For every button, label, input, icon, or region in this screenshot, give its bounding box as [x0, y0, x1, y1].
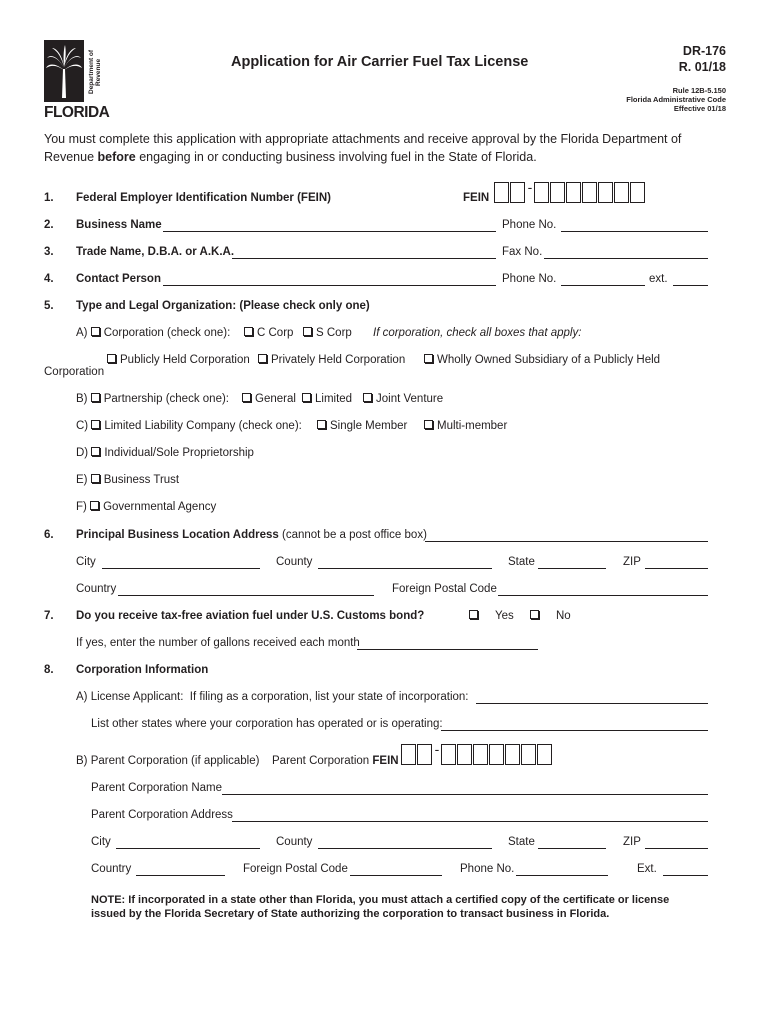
parent-fein-box[interactable] — [521, 744, 536, 765]
governmental-agency-option[interactable]: F) Governmental Agency — [76, 501, 217, 513]
q1-label: Federal Employer Identification Number (FEIN) — [76, 192, 331, 204]
fein-input[interactable]: - — [494, 182, 646, 203]
general-option[interactable]: General — [242, 393, 296, 405]
q8-number: 8. — [44, 664, 54, 676]
business-trust-option[interactable]: E) Business Trust — [76, 474, 180, 486]
zip-field[interactable] — [645, 568, 708, 569]
s-corp-checkbox[interactable] — [303, 327, 312, 336]
parent-fein-box[interactable] — [401, 744, 416, 765]
parent-address-label: Parent Corporation Address — [91, 809, 233, 821]
llc-row — [76, 420, 302, 432]
contact-person-label: Contact Person — [76, 273, 161, 285]
parent-fein-box[interactable] — [537, 744, 552, 765]
option-letter: A) — [76, 327, 88, 339]
license-applicant-label: A) License Applicant: If filing as a corporation, list your state of incorporation: — [76, 691, 469, 703]
trade-name-field[interactable] — [232, 258, 496, 259]
parent-city-field[interactable] — [116, 848, 260, 849]
contact-person-field[interactable] — [163, 285, 496, 286]
single-member-checkbox[interactable] — [317, 420, 326, 429]
parent-ext-label: Ext. — [637, 863, 657, 875]
parent-name-field[interactable] — [222, 794, 708, 795]
joint-venture-option[interactable]: Joint Venture — [363, 393, 443, 405]
parent-phone-field[interactable] — [516, 875, 608, 876]
parent-city-label: City — [91, 836, 111, 848]
ext-field[interactable] — [673, 285, 708, 286]
yes-option[interactable]: Yes — [469, 610, 514, 622]
q3-number: 3. — [44, 246, 54, 258]
intro-line-2: Revenue before engaging in or conducting business involving fuel in the State of Florida. — [44, 150, 537, 164]
admin-code-text: Florida Administrative Code — [626, 95, 726, 104]
parent-country-field[interactable] — [136, 875, 225, 876]
fein-box[interactable] — [582, 182, 597, 203]
other-states-field[interactable] — [441, 730, 708, 731]
parent-fein-box[interactable] — [457, 744, 472, 765]
state-field[interactable] — [538, 568, 606, 569]
zip-label: ZIP — [623, 556, 641, 568]
q5-number: 5. — [44, 300, 54, 312]
single-member-option[interactable]: Single Member — [317, 420, 407, 432]
privately-held-option[interactable]: Privately Held Corporation — [258, 354, 405, 366]
rule-text: Rule 12B-5.150 — [672, 86, 726, 95]
parent-foreign-postal-field[interactable] — [350, 875, 442, 876]
business-phone-label: Phone No. — [502, 219, 557, 231]
privately-held-checkbox[interactable] — [258, 354, 267, 363]
multi-member-option[interactable]: Multi-member — [424, 420, 507, 432]
wholly-owned-checkbox[interactable] — [424, 354, 433, 363]
general-checkbox[interactable] — [242, 393, 251, 402]
q2-number: 2. — [44, 219, 54, 231]
contact-phone-label: Phone No. — [502, 273, 557, 285]
form-revision: R. 01/18 — [678, 60, 726, 74]
fein-box[interactable] — [494, 182, 509, 203]
foreign-postal-label: Foreign Postal Code — [392, 583, 497, 595]
parent-address-field[interactable] — [232, 821, 708, 822]
logo-florida-text: FLORIDA — [44, 104, 110, 121]
corporation-label: Corporation (check one): — [103, 327, 231, 339]
country-label: Country — [76, 583, 117, 595]
form-title: Application for Air Carrier Fuel Tax License — [231, 54, 529, 70]
c-corp-option[interactable]: C Corp — [244, 327, 293, 339]
effective-date: Effective 01/18 — [673, 104, 726, 113]
option-letter: E) — [76, 474, 88, 486]
governmental-agency-checkbox[interactable] — [90, 501, 99, 510]
parent-ext-field[interactable] — [663, 875, 708, 876]
corporation-row — [76, 327, 230, 339]
parent-county-label: County — [276, 836, 313, 848]
other-states-label: List other states where your corporation has operated or is operating: — [91, 718, 443, 730]
note-line-2: issued by the Florida Secretary of State authorizing the corporation to transact business in Florida. — [91, 908, 610, 920]
parent-fein-box[interactable] — [505, 744, 520, 765]
ext-label: ext. — [649, 273, 668, 285]
corporation-checkbox[interactable] — [91, 327, 100, 336]
limited-checkbox[interactable] — [302, 393, 311, 402]
fein-box[interactable] — [550, 182, 565, 203]
logo-department-text: Department of Revenue — [88, 49, 102, 95]
q6-label: Principal Business Location Address (cannot be a post office box) — [76, 529, 427, 541]
c-corp-checkbox[interactable] — [244, 327, 253, 336]
contact-phone-field[interactable] — [561, 285, 645, 286]
city-field[interactable] — [102, 568, 260, 569]
parent-name-label: Parent Corporation Name — [91, 782, 223, 794]
llc-label: Limited Liability Company (check one): — [104, 420, 302, 432]
form-number: DR-176 — [682, 44, 726, 58]
business-trust-checkbox[interactable] — [91, 474, 100, 483]
trade-name-label: Trade Name, D.B.A. or A.K.A. — [76, 246, 235, 258]
q6-number: 6. — [44, 529, 54, 541]
parent-zip-field[interactable] — [645, 848, 708, 849]
option-letter: F) — [76, 501, 87, 513]
sole-proprietorship-checkbox[interactable] — [91, 447, 100, 456]
fein-box[interactable] — [614, 182, 629, 203]
option-letter: C) — [76, 420, 89, 432]
county-field[interactable] — [318, 568, 492, 569]
parent-corp-label: B) Parent Corporation (if applicable) — [76, 755, 260, 767]
address-field[interactable] — [425, 541, 708, 542]
fein-box[interactable] — [598, 182, 613, 203]
q8-label: Corporation Information — [76, 664, 209, 676]
state-of-incorporation-field[interactable] — [476, 703, 708, 704]
fein-box[interactable] — [510, 182, 525, 203]
country-field[interactable] — [118, 595, 374, 596]
parent-zip-label: ZIP — [623, 836, 641, 848]
q4-number: 4. — [44, 273, 54, 285]
parent-state-field[interactable] — [538, 848, 606, 849]
no-option[interactable]: No — [530, 610, 571, 622]
state-label: State — [508, 556, 535, 568]
city-label: City — [76, 556, 96, 568]
multi-member-checkbox[interactable] — [424, 420, 433, 429]
wholly-owned-cont: Corporation — [44, 366, 105, 378]
fein-box[interactable] — [534, 182, 549, 203]
partnership-label: Partnership (check one): — [103, 393, 229, 405]
publicly-held-checkbox[interactable] — [107, 354, 116, 363]
q7-label: Do you receive tax-free aviation fuel under U.S. Customs bond? — [76, 610, 425, 622]
joint-venture-checkbox[interactable] — [363, 393, 372, 402]
parent-fein-input[interactable]: - — [401, 744, 553, 765]
parent-fein-box[interactable] — [473, 744, 488, 765]
option-letter: B) — [76, 393, 88, 405]
business-phone-field[interactable] — [561, 231, 708, 232]
no-checkbox[interactable] — [530, 610, 539, 619]
s-corp-option[interactable]: S Corp — [303, 327, 352, 339]
parent-foreign-postal-label: Foreign Postal Code — [243, 863, 348, 875]
gallons-label: If yes, enter the number of gallons received each month — [76, 637, 360, 649]
fax-field[interactable] — [544, 258, 708, 259]
partnership-row — [76, 393, 229, 405]
parent-state-label: State — [508, 836, 535, 848]
partnership-checkbox[interactable] — [91, 393, 100, 402]
sole-proprietorship-option[interactable]: D) Individual/Sole Proprietorship — [76, 447, 254, 459]
fax-label: Fax No. — [502, 246, 543, 258]
fein-label: FEIN — [463, 192, 490, 204]
q5-label: Type and Legal Organization: (Please check only one) — [76, 300, 370, 312]
business-name-field[interactable] — [163, 231, 496, 232]
county-label: County — [276, 556, 313, 568]
parent-fein-label: Parent Corporation FEIN — [272, 755, 399, 767]
fein-box[interactable] — [630, 182, 645, 203]
parent-fein-box[interactable] — [489, 744, 504, 765]
yes-checkbox[interactable] — [469, 610, 478, 619]
option-letter: D) — [76, 447, 89, 459]
foreign-postal-field[interactable] — [498, 595, 708, 596]
wholly-owned-option[interactable]: Wholly Owned Subsidiary of a Publicly Held — [424, 354, 660, 366]
q1-number: 1. — [44, 192, 54, 204]
parent-country-label: Country — [91, 863, 132, 875]
parent-fein-box[interactable] — [441, 744, 456, 765]
note-line-1: NOTE: If incorporated in a state other than Florida, you must attach a certified copy of the certificate or license — [91, 894, 670, 906]
q7-number: 7. — [44, 610, 54, 622]
publicly-held-option[interactable]: Publicly Held Corporation — [107, 354, 250, 366]
limited-option[interactable]: Limited — [302, 393, 352, 405]
if-corporation-note: If corporation, check all boxes that apply: — [373, 327, 582, 339]
gallons-field[interactable] — [357, 649, 538, 650]
business-name-label: Business Name — [76, 219, 162, 231]
fein-box[interactable] — [566, 182, 581, 203]
intro-line-1: You must complete this application with appropriate attachments and receive approval by the Florida Department of — [44, 132, 682, 146]
parent-phone-label: Phone No. — [460, 863, 515, 875]
parent-county-field[interactable] — [318, 848, 492, 849]
llc-checkbox[interactable] — [91, 420, 100, 429]
parent-fein-box[interactable] — [417, 744, 432, 765]
